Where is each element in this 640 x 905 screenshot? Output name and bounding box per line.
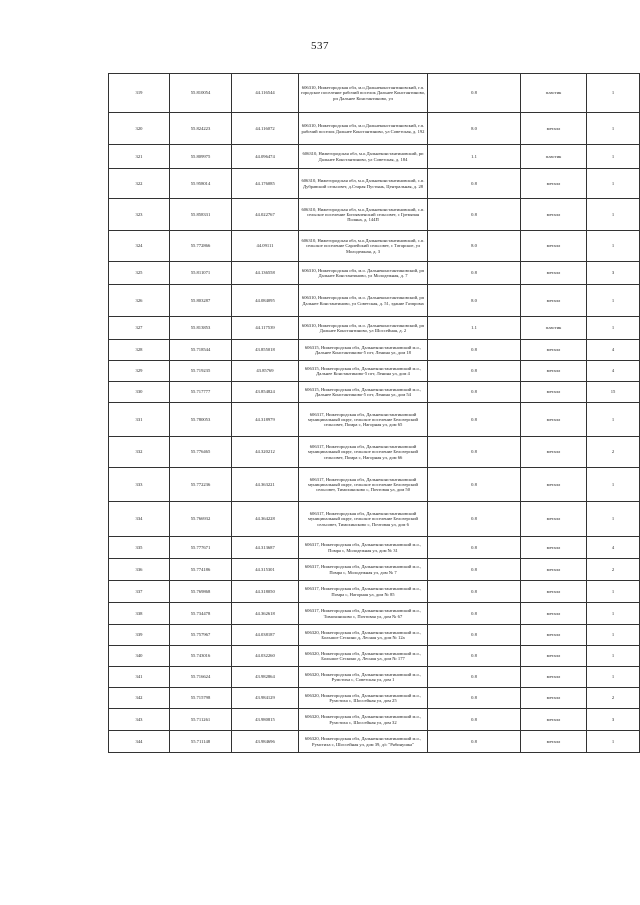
material-cell: металл [521,667,587,688]
latitude-cell: 55.711261 [170,709,232,731]
latitude-cell: 55.858331 [170,199,232,231]
volume-cell: 0.8 [428,667,521,688]
table-row [109,646,640,667]
address-cell: 606315, Нижегородская обл, Дальнеконстантиновский м.о., Дальнее Константиново-5 пгт, Ленина ул, дом 4 [299,361,428,382]
volume-cell: 1.1 [428,317,521,340]
volume-cell: 0.8 [428,340,521,361]
table-row [109,403,640,437]
count-cell: 1 [587,667,640,688]
address-cell: 606317, Нижегородская обл, Дальнеконстантиновский м.о., Помра с, Молодежная ул, дом № 7 [299,559,428,581]
volume-cell: 0.8 [428,688,521,709]
row-number-cell: 338 [109,603,170,625]
count-cell: 1 [587,403,640,437]
volume-cell: 8.0 [428,285,521,317]
latitude-cell: 55.809975 [170,145,232,169]
material-cell: металл [521,437,587,468]
table-row [109,199,640,231]
latitude-cell: 55.958014 [170,169,232,199]
address-cell: 606320, Нижегородская обл, Дальнеконстантиновский м.о., Румстиха с, Шоссейная ул, дом 32 [299,709,428,731]
row-number-cell: 341 [109,667,170,688]
count-cell: 1 [587,625,640,646]
table-row [109,731,640,753]
volume-cell: 0.8 [428,625,521,646]
latitude-cell: 55.810054 [170,74,232,113]
page-number: 537 [311,40,329,52]
row-number-cell: 326 [109,285,170,317]
count-cell: 2 [587,437,640,468]
material-cell: металл [521,361,587,382]
count-cell: 1 [587,74,640,113]
material-cell: металл [521,285,587,317]
material-cell: металл [521,113,587,145]
volume-cell: 0.8 [428,262,521,285]
address-cell: 606320, Нижегородская обл, Дальнеконстантиновский м.о., Румстиха с, Советская ул, дом 1 [299,667,428,688]
latitude-cell: 55.824223 [170,113,232,145]
table-row [109,145,640,169]
container-sites-table [108,73,640,753]
table-row [109,502,640,537]
count-cell: 1 [587,731,640,753]
material-cell: металл [521,646,587,667]
count-cell: 1 [587,285,640,317]
table-body [109,74,640,753]
material-cell: металл [521,709,587,731]
count-cell: 1 [587,646,640,667]
address-cell: 606317, Нижегородская обл, Дальнеконстантиновский м.о., Помра с, Молодежная ул, дом № 31 [299,537,428,559]
latitude-cell: 55.776465 [170,437,232,468]
count-cell: 1 [587,231,640,262]
row-number-cell: 333 [109,468,170,502]
latitude-cell: 55.813853 [170,317,232,340]
longitude-cell: 44.022767 [232,199,299,231]
material-cell: пластик [521,317,587,340]
material-cell: металл [521,502,587,537]
row-number-cell: 332 [109,437,170,468]
address-cell: 606317, Нижегородская обл, Дальнеконстантиновский м.о., Тимохинсково с, Почтовая ул, дом № 67 [299,603,428,625]
address-cell: 606320, Нижегородская обл, Дальнеконстантиновский м.о., Румстиха с, Шоссейная ул, дом 25 [299,688,428,709]
address-cell: 606310, Нижегородская обл, м.о.Дальнеконстантиновский, с.п. сельское поселение Богоявленский сельсовет, с Гремячая Поляна, д. 144П [299,199,428,231]
material-cell: пластик [521,74,587,113]
table-row [109,667,640,688]
volume-cell: 0.8 [428,437,521,468]
count-cell: 4 [587,361,640,382]
longitude-cell: 44.176085 [232,169,299,199]
material-cell: металл [521,688,587,709]
address-cell: 606310, Нижегородская обл, м.о.Дальнеконстантиновский, г.п. рабочий поселок Дальнее Константиново, ул Советская, д. 192 [299,113,428,145]
count-cell: 1 [587,113,640,145]
longitude-cell: 44.362618 [232,603,299,625]
address-cell: 606317, Нижегородская обл, Дальнеконстантиновский м.о., Помра с, Нагорная ул, дом № 85 [299,581,428,603]
address-cell: 606320, Нижегородская обл, Дальнеконстантиновский м.о., Большое Сескино д, Лесная ул, дом № 177 [299,646,428,667]
count-cell: 2 [587,559,640,581]
volume-cell: 8.0 [428,113,521,145]
longitude-cell: 44.116544 [232,74,299,113]
address-cell: 606310, Нижегородская обл, м.о.Дальнеконстантиновский, с.п. сельское поселение Сарлейский сельсовет, с Татарское, ул Молодежная, д. 3 [299,231,428,262]
row-number-cell: 323 [109,199,170,231]
address-cell: 606317, Нижегородская обл, Дальнеконстантиновский муниципальный округ, сельское поселение Белозерский сельсовет, Помра с, Нагорная ул, дом 65 [299,403,428,437]
address-cell: 606310, Нижегородская обл, м.о.Дальнеконстантиновский, с.п. Дубравский сельсовет, д.Старая Пустынь, Центральная, д. 28 [299,169,428,199]
table-row [109,581,640,603]
row-number-cell: 334 [109,502,170,537]
table-row [109,709,640,731]
volume-cell: 0.8 [428,199,521,231]
address-cell: 606317, Нижегородская обл, Дальнеконстантиновский муниципальный округ, сельское поселение Белозерский сельсовет, Тимохинсково с, Почтовая ул, дом 6 [299,502,428,537]
row-number-cell: 328 [109,340,170,361]
count-cell: 1 [587,603,640,625]
material-cell: металл [521,262,587,285]
count-cell: 2 [587,688,640,709]
row-number-cell: 329 [109,361,170,382]
latitude-cell: 55.718544 [170,340,232,361]
longitude-cell: 44.315301 [232,559,299,581]
latitude-cell: 55.711148 [170,731,232,753]
material-cell: металл [521,603,587,625]
row-number-cell: 324 [109,231,170,262]
count-cell: 15 [587,382,640,403]
row-number-cell: 336 [109,559,170,581]
latitude-cell: 55.766932 [170,502,232,537]
row-number-cell: 325 [109,262,170,285]
longitude-cell: 44.318979 [232,403,299,437]
count-cell: 1 [587,581,640,603]
latitude-cell: 55.811071 [170,262,232,285]
longitude-cell: 44.364228 [232,502,299,537]
latitude-cell: 55.769868 [170,581,232,603]
longitude-cell: 44.09111 [232,231,299,262]
count-cell: 4 [587,340,640,361]
longitude-cell: 43.982864 [232,667,299,688]
volume-cell: 0.8 [428,502,521,537]
table-row [109,231,640,262]
longitude-cell: 44.320212 [232,437,299,468]
material-cell: металл [521,537,587,559]
volume-cell: 0.8 [428,646,521,667]
volume-cell: 0.8 [428,382,521,403]
row-number-cell: 330 [109,382,170,403]
count-cell: 1 [587,145,640,169]
latitude-cell: 55.803287 [170,285,232,317]
address-cell: 606310, Нижегородская обл, м.о. Дальнеконстантиновский, рп Дальнее Константиново, ул Молодежная, д. 7 [299,262,428,285]
row-number-cell: 335 [109,537,170,559]
longitude-cell: 43.984129 [232,688,299,709]
material-cell: металл [521,559,587,581]
longitude-cell: 44.313687 [232,537,299,559]
count-cell: 1 [587,169,640,199]
table-row [109,603,640,625]
address-cell: 606317, Нижегородская обл, Дальнеконстантиновский муниципальный округ, сельское поселение Белозерский сельсовет, Помра с, Нагорная ул, дом 66 [299,437,428,468]
row-number-cell: 343 [109,709,170,731]
row-number-cell: 342 [109,688,170,709]
table-row [109,317,640,340]
row-number-cell: 340 [109,646,170,667]
material-cell: металл [521,403,587,437]
table-row [109,74,640,113]
volume-cell: 1.1 [428,145,521,169]
latitude-cell: 55.780053 [170,403,232,437]
table-row [109,625,640,646]
count-cell: 1 [587,502,640,537]
table-row [109,382,640,403]
table-row [109,340,640,361]
row-number-cell: 321 [109,145,170,169]
volume-cell: 0.8 [428,731,521,753]
address-cell: 606320, Нижегородская обл, Дальнеконстантиновский м.о., Румстиха с, Шоссейная ул, дом 39, д/с "Рябинушка" [299,731,428,753]
latitude-cell: 55.774186 [170,559,232,581]
longitude-cell: 44.096474 [232,145,299,169]
count-cell: 4 [587,537,640,559]
longitude-cell: 43.855018 [232,340,299,361]
longitude-cell: 44.038187 [232,625,299,646]
row-number-cell: 331 [109,403,170,437]
address-cell: 606315, Нижегородская обл, Дальнеконстантиновский м.о., Дальнее Константиново-5 пгт, Ленина ул, дом 18 [299,340,428,361]
longitude-cell: 44.032260 [232,646,299,667]
latitude-cell: 55.743016 [170,646,232,667]
longitude-cell: 43.980815 [232,709,299,731]
volume-cell: 0.8 [428,403,521,437]
row-number-cell: 322 [109,169,170,199]
table-row [109,688,640,709]
material-cell: металл [521,231,587,262]
table-row [109,468,640,502]
address-cell: 606310, Нижегородская обл, м.о. Дальнеконстантиновский, рп Дальнее Константиново, ул Шоссейная, д. 2 [299,317,428,340]
latitude-cell: 55.716624 [170,667,232,688]
volume-cell: 0.8 [428,709,521,731]
longitude-cell: 43.85769 [232,361,299,382]
address-cell: 606315, Нижегородская обл, Дальнеконстантиновский м.о., Дальнее Константиново-5 пгт, Ленина ул, дом 54 [299,382,428,403]
material-cell: металл [521,625,587,646]
count-cell: 1 [587,199,640,231]
table-row [109,169,640,199]
count-cell: 3 [587,262,640,285]
table-row [109,285,640,317]
volume-cell: 0.8 [428,468,521,502]
count-cell: 3 [587,709,640,731]
longitude-cell: 44.318050 [232,581,299,603]
volume-cell: 0.8 [428,169,521,199]
row-number-cell: 344 [109,731,170,753]
latitude-cell: 55.757967 [170,625,232,646]
table-row [109,113,640,145]
latitude-cell: 55.772236 [170,468,232,502]
material-cell: металл [521,199,587,231]
count-cell: 1 [587,468,640,502]
row-number-cell: 327 [109,317,170,340]
volume-cell: 0.8 [428,537,521,559]
row-number-cell: 319 [109,74,170,113]
longitude-cell: 44.084095 [232,285,299,317]
longitude-cell: 44.116072 [232,113,299,145]
latitude-cell: 55.734478 [170,603,232,625]
address-cell: 606310, Нижегородская обл, м.о.Дальнеконстантиновский, г.п. городское поселение рабочий поселок Дальнее Константиново, рп Дальнее Константиново, ул [299,74,428,113]
address-cell: 606310, Нижегородская обл, м.о.Дальнеконстантиновский, рп Дальнее Константиново, ул Советская, д. 184 [299,145,428,169]
volume-cell: 0.8 [428,559,521,581]
material-cell: металл [521,731,587,753]
latitude-cell: 55.717777 [170,382,232,403]
longitude-cell: 44.363221 [232,468,299,502]
table-row [109,559,640,581]
material-cell: металл [521,382,587,403]
count-cell: 1 [587,317,640,340]
row-number-cell: 337 [109,581,170,603]
address-cell: 606317, Нижегородская обл, Дальнеконстантиновский муниципальный округ, сельское поселение Белозерский сельсовет, Тимохинсково с, Почтовая ул, дом 50 [299,468,428,502]
longitude-cell: 44.136558 [232,262,299,285]
table-row [109,262,640,285]
latitude-cell: 55.777671 [170,537,232,559]
volume-cell: 0.8 [428,74,521,113]
row-number-cell: 339 [109,625,170,646]
latitude-cell: 55.715798 [170,688,232,709]
table-row [109,437,640,468]
volume-cell: 0.8 [428,603,521,625]
material-cell: металл [521,169,587,199]
longitude-cell: 43.984696 [232,731,299,753]
row-number-cell: 320 [109,113,170,145]
address-cell: 606320, Нижегородская обл, Дальнеконстантиновский м.о., Большое Сескино д, Лесная ул, дом № 12а [299,625,428,646]
material-cell: пластик [521,145,587,169]
volume-cell: 8.0 [428,231,521,262]
latitude-cell: 55.719235 [170,361,232,382]
table-row [109,537,640,559]
latitude-cell: 55.772866 [170,231,232,262]
material-cell: металл [521,340,587,361]
address-cell: 606310, Нижегородская обл, м.о. Дальнеконстантиновский, рп Дальнее Константиново, ул Советская, д. 51, здание Газпрома [299,285,428,317]
volume-cell: 0.8 [428,361,521,382]
longitude-cell: 44.117539 [232,317,299,340]
material-cell: металл [521,468,587,502]
volume-cell: 0.8 [428,581,521,603]
table-row [109,361,640,382]
longitude-cell: 43.854824 [232,382,299,403]
material-cell: металл [521,581,587,603]
